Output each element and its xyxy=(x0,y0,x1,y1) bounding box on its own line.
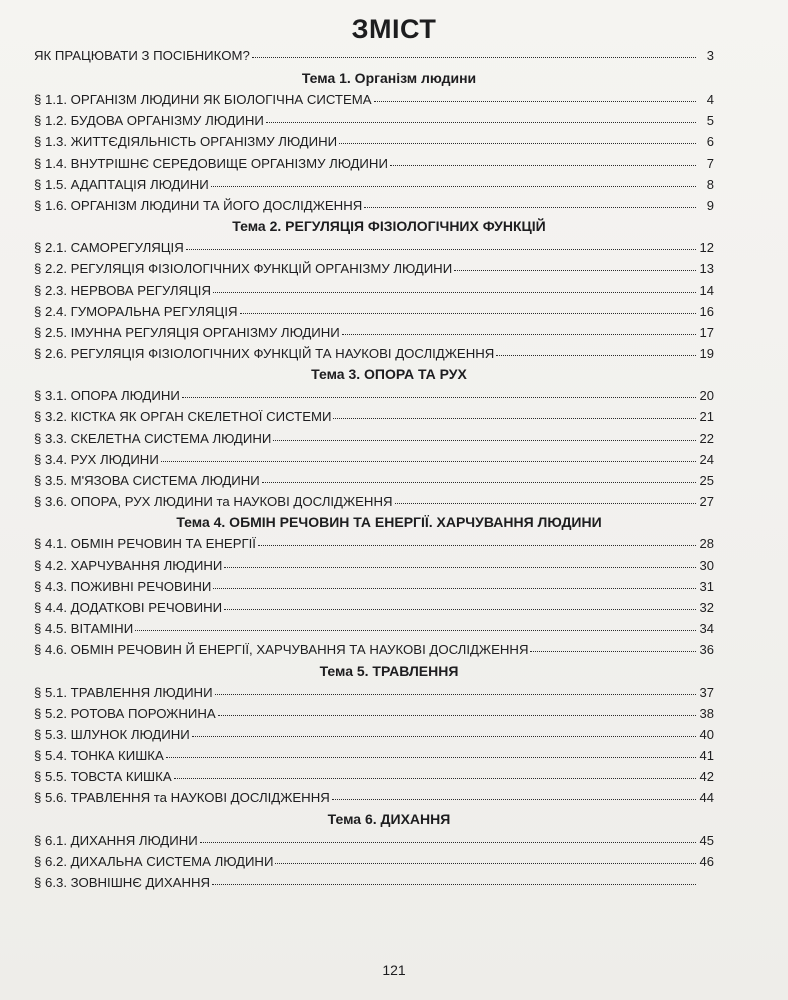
toc-entry-page: 24 xyxy=(699,451,714,467)
toc-entry[interactable] xyxy=(34,851,714,872)
toc-entry[interactable] xyxy=(34,766,714,787)
topic-heading: Тема 2. РЕГУЛЯЦІЯ ФІЗІОЛОГІЧНИХ ФУНКЦІЙ xyxy=(232,218,546,235)
toc-entry[interactable] xyxy=(34,89,714,110)
toc-entry[interactable] xyxy=(34,703,714,724)
toc-entry-page: 42 xyxy=(699,769,714,785)
dot-leader xyxy=(258,545,696,546)
table-of-contents xyxy=(34,44,714,893)
toc-entry-label: § 6.1. ДИХАННЯ ЛЮДИНИ xyxy=(34,832,198,848)
toc-entry-page: 19 xyxy=(699,346,714,362)
toc-entry-label: ЯК ПРАЦЮВАТИ З ПОСІБНИКОМ? xyxy=(34,48,250,63)
dot-leader xyxy=(182,397,696,398)
toc-entry-page: 32 xyxy=(699,599,714,615)
toc-entry-page: 38 xyxy=(699,705,714,721)
toc-entry-label: § 5.4. ТОНКА КИШКА xyxy=(34,748,164,764)
toc-entry-page: 12 xyxy=(699,240,714,256)
toc-entry-label: § 2.6. РЕГУЛЯЦІЯ ФІЗІОЛОГІЧНИХ ФУНКЦІЙ ТА НАУКОВІ ДОСЛІДЖЕННЯ xyxy=(34,346,495,362)
toc-entry-page: 40 xyxy=(699,726,714,742)
toc-entry-page: 37 xyxy=(699,684,714,700)
dot-leader xyxy=(342,334,696,335)
toc-intro-entry[interactable] xyxy=(34,44,714,68)
toc-entry[interactable] xyxy=(34,639,714,660)
toc-entry[interactable] xyxy=(34,576,714,597)
toc-entry[interactable] xyxy=(34,428,714,449)
toc-entry[interactable] xyxy=(34,301,714,322)
toc-entry-page: 5 xyxy=(706,113,714,129)
toc-entry[interactable] xyxy=(34,237,714,258)
dot-leader xyxy=(212,884,696,885)
toc-entry-page: 46 xyxy=(699,853,714,869)
toc-entry-page: 21 xyxy=(699,409,714,425)
dot-leader xyxy=(395,503,697,504)
topic-heading: Тема 3. ОПОРА ТА РУХ xyxy=(311,366,467,383)
dot-leader xyxy=(496,355,696,356)
dot-leader xyxy=(200,842,696,843)
dot-leader xyxy=(262,482,696,483)
dot-leader xyxy=(275,863,696,864)
toc-entry-page: 41 xyxy=(699,748,714,764)
toc-entry-page: 36 xyxy=(699,642,714,658)
toc-entry-label: § 5.5. ТОВСТА КИШКА xyxy=(34,769,172,785)
toc-entry[interactable] xyxy=(34,618,714,639)
dot-leader xyxy=(224,567,696,568)
topic-heading: Тема 5. ТРАВЛЕННЯ xyxy=(319,662,459,679)
toc-entry-label: § 4.4. ДОДАТКОВІ РЕЧОВИНИ xyxy=(34,599,223,615)
dot-leader xyxy=(174,778,696,779)
dot-leader xyxy=(266,122,696,123)
toc-entry-label: § 1.3. ЖИТТЄДІЯЛЬНІСТЬ ОРГАНІЗМУ ЛЮДИНИ xyxy=(34,134,338,150)
toc-entry[interactable] xyxy=(34,872,714,893)
dot-leader xyxy=(454,270,696,271)
toc-entry-page: 20 xyxy=(699,388,714,404)
toc-entry-page: 27 xyxy=(699,494,714,510)
toc-entry-page: 14 xyxy=(699,282,714,298)
toc-entry-label: § 1.2. БУДОВА ОРГАНІЗМУ ЛЮДИНИ xyxy=(34,113,264,129)
dot-leader xyxy=(211,186,696,187)
topic-heading: Тема 1. Організм людини xyxy=(301,70,477,86)
toc-entry-label: § 3.4. РУХ ЛЮДИНИ xyxy=(34,451,159,467)
toc-entry[interactable] xyxy=(34,131,714,152)
toc-entry-label: § 1.4. ВНУТРІШНЄ СЕРЕДОВИЩЕ ОРГАНІЗМУ ЛЮДИНИ xyxy=(34,155,388,171)
dot-leader xyxy=(339,143,696,144)
toc-entry-label: § 6.2. ДИХАЛЬНА СИСТЕМА ЛЮДИНИ xyxy=(34,853,274,869)
toc-entry-page: 45 xyxy=(699,832,714,848)
toc-entry[interactable] xyxy=(34,385,714,406)
dot-leader xyxy=(332,799,696,800)
topics-list xyxy=(34,68,714,893)
dot-leader xyxy=(224,609,696,610)
dot-leader xyxy=(364,207,696,208)
toc-entry-label: § 3.1. ОПОРА ЛЮДИНИ xyxy=(34,388,180,404)
toc-entry-label: § 4.3. ПОЖИВНІ РЕЧОВИНИ xyxy=(34,578,212,594)
toc-entry[interactable] xyxy=(34,745,714,766)
dot-leader xyxy=(240,313,696,314)
page-number: 121 xyxy=(382,962,406,978)
toc-entry-label: § 4.6. ОБМІН РЕЧОВИН Й ЕНЕРГІЇ, ХАРЧУВАННЯ ТА НАУКОВІ ДОСЛІДЖЕННЯ xyxy=(34,642,529,658)
dot-leader xyxy=(213,588,696,589)
toc-entry[interactable] xyxy=(34,830,714,851)
toc-entry[interactable] xyxy=(34,258,714,279)
toc-entry-label: § 5.2. РОТОВА ПОРОЖНИНА xyxy=(34,705,216,721)
dot-leader xyxy=(218,715,696,716)
toc-entry-page: 31 xyxy=(699,578,714,594)
dot-leader xyxy=(192,736,696,737)
toc-entry-label: § 3.3. СКЕЛЕТНА СИСТЕМА ЛЮДИНИ xyxy=(34,430,272,446)
toc-entry[interactable] xyxy=(34,174,714,195)
toc-entry-page: 28 xyxy=(699,536,714,552)
toc-entry-label: § 2.3. НЕРВОВА РЕГУЛЯЦІЯ xyxy=(34,282,211,298)
toc-entry-page: 4 xyxy=(706,92,714,107)
toc-entry-label: § 5.1. ТРАВЛЕННЯ ЛЮДИНИ xyxy=(34,684,213,700)
dot-leader xyxy=(530,651,696,652)
toc-entry-page: 6 xyxy=(706,134,714,150)
toc-entry[interactable] xyxy=(34,470,714,491)
toc-entry-label: § 2.1. САМОРЕГУЛЯЦІЯ xyxy=(34,240,184,256)
toc-entry-page: 3 xyxy=(706,48,714,63)
dot-leader xyxy=(213,292,696,293)
toc-entry-label: § 4.2. ХАРЧУВАННЯ ЛЮДИНИ xyxy=(34,557,223,573)
page-title: ЗМІСТ xyxy=(351,14,437,44)
toc-entry[interactable] xyxy=(34,491,714,512)
toc-entry[interactable] xyxy=(34,110,714,131)
toc-entry-page: 25 xyxy=(699,473,714,488)
toc-entry-label: § 4.5. ВІТАМІНИ xyxy=(34,621,134,637)
dot-leader xyxy=(333,418,696,419)
toc-entry[interactable] xyxy=(34,322,714,343)
topic-heading: Тема 4. ОБМІН РЕЧОВИН ТА ЕНЕРГІЇ. ХАРЧУВАННЯ ЛЮДИНИ xyxy=(176,514,602,531)
toc-entry-page: 8 xyxy=(706,176,714,192)
topic-heading: Тема 6. ДИХАННЯ xyxy=(327,810,451,827)
dot-leader xyxy=(252,57,696,58)
toc-entry-page: 7 xyxy=(706,155,714,171)
dot-leader xyxy=(215,694,696,695)
toc-entry-page: 9 xyxy=(706,197,714,213)
toc-entry-page: 30 xyxy=(699,557,714,573)
toc-entry[interactable] xyxy=(34,724,714,745)
toc-entry[interactable] xyxy=(34,153,714,174)
toc-entry[interactable] xyxy=(34,343,714,364)
toc-entry-label: § 3.2. КІСТКА ЯК ОРГАН СКЕЛЕТНОЇ СИСТЕМИ xyxy=(34,409,332,425)
dot-leader xyxy=(135,630,696,631)
toc-entry-label: § 5.3. ШЛУНОК ЛЮДИНИ xyxy=(34,726,190,742)
toc-entry-page: 44 xyxy=(699,790,714,806)
toc-entry-label: § 4.1. ОБМІН РЕЧОВИН ТА ЕНЕРГІЇ xyxy=(34,536,256,552)
toc-entry-label: § 5.6. ТРАВЛЕННЯ та НАУКОВІ ДОСЛІДЖЕННЯ xyxy=(34,790,330,806)
toc-entry-label: § 2.2. РЕГУЛЯЦІЯ ФІЗІОЛОГІЧНИХ ФУНКЦІЙ ОРГАНІЗМУ ЛЮДИНИ xyxy=(34,261,453,277)
toc-entry[interactable] xyxy=(34,406,714,427)
toc-entry-label: § 3.6. ОПОРА, РУХ ЛЮДИНИ та НАУКОВІ ДОСЛІДЖЕННЯ xyxy=(34,494,393,510)
toc-entry-page: 34 xyxy=(699,621,714,637)
toc-entry-label: § 1.6. ОРГАНІЗМ ЛЮДИНИ ТА ЙОГО ДОСЛІДЖЕННЯ xyxy=(34,197,363,213)
toc-entry[interactable] xyxy=(34,555,714,576)
toc-entry[interactable] xyxy=(34,597,714,618)
dot-leader xyxy=(273,440,696,441)
toc-entry[interactable] xyxy=(34,449,714,470)
toc-entry[interactable] xyxy=(34,682,714,703)
dot-leader xyxy=(166,757,696,758)
toc-entry-label: § 2.4. ГУМОРАЛЬНА РЕГУЛЯЦІЯ xyxy=(34,303,238,319)
toc-entry[interactable] xyxy=(34,533,714,554)
toc-entry-page: 22 xyxy=(699,430,714,446)
toc-entry-label: § 3.5. М'ЯЗОВА СИСТЕМА ЛЮДИНИ xyxy=(34,473,260,488)
toc-entry-label: § 1.1. ОРГАНІЗМ ЛЮДИНИ ЯК БІОЛОГІЧНА СИСТЕМА xyxy=(34,92,372,107)
toc-entry-page: 13 xyxy=(699,261,714,277)
dot-leader xyxy=(161,461,696,462)
dot-leader xyxy=(186,249,696,250)
toc-entry[interactable] xyxy=(34,195,714,216)
toc-entry-page: 16 xyxy=(699,303,714,319)
toc-entry-label: § 6.3. ЗОВНІШНЄ ДИХАННЯ xyxy=(34,875,211,890)
toc-entry[interactable] xyxy=(34,280,714,301)
toc-entry-label: § 1.5. АДАПТАЦІЯ ЛЮДИНИ xyxy=(34,176,209,192)
toc-entry[interactable] xyxy=(34,787,714,808)
toc-entry-label: § 2.5. ІМУННА РЕГУЛЯЦІЯ ОРГАНІЗМУ ЛЮДИНИ xyxy=(34,324,340,340)
toc-entry-page: 17 xyxy=(699,324,714,340)
dot-leader xyxy=(390,165,696,166)
dot-leader xyxy=(374,101,696,102)
